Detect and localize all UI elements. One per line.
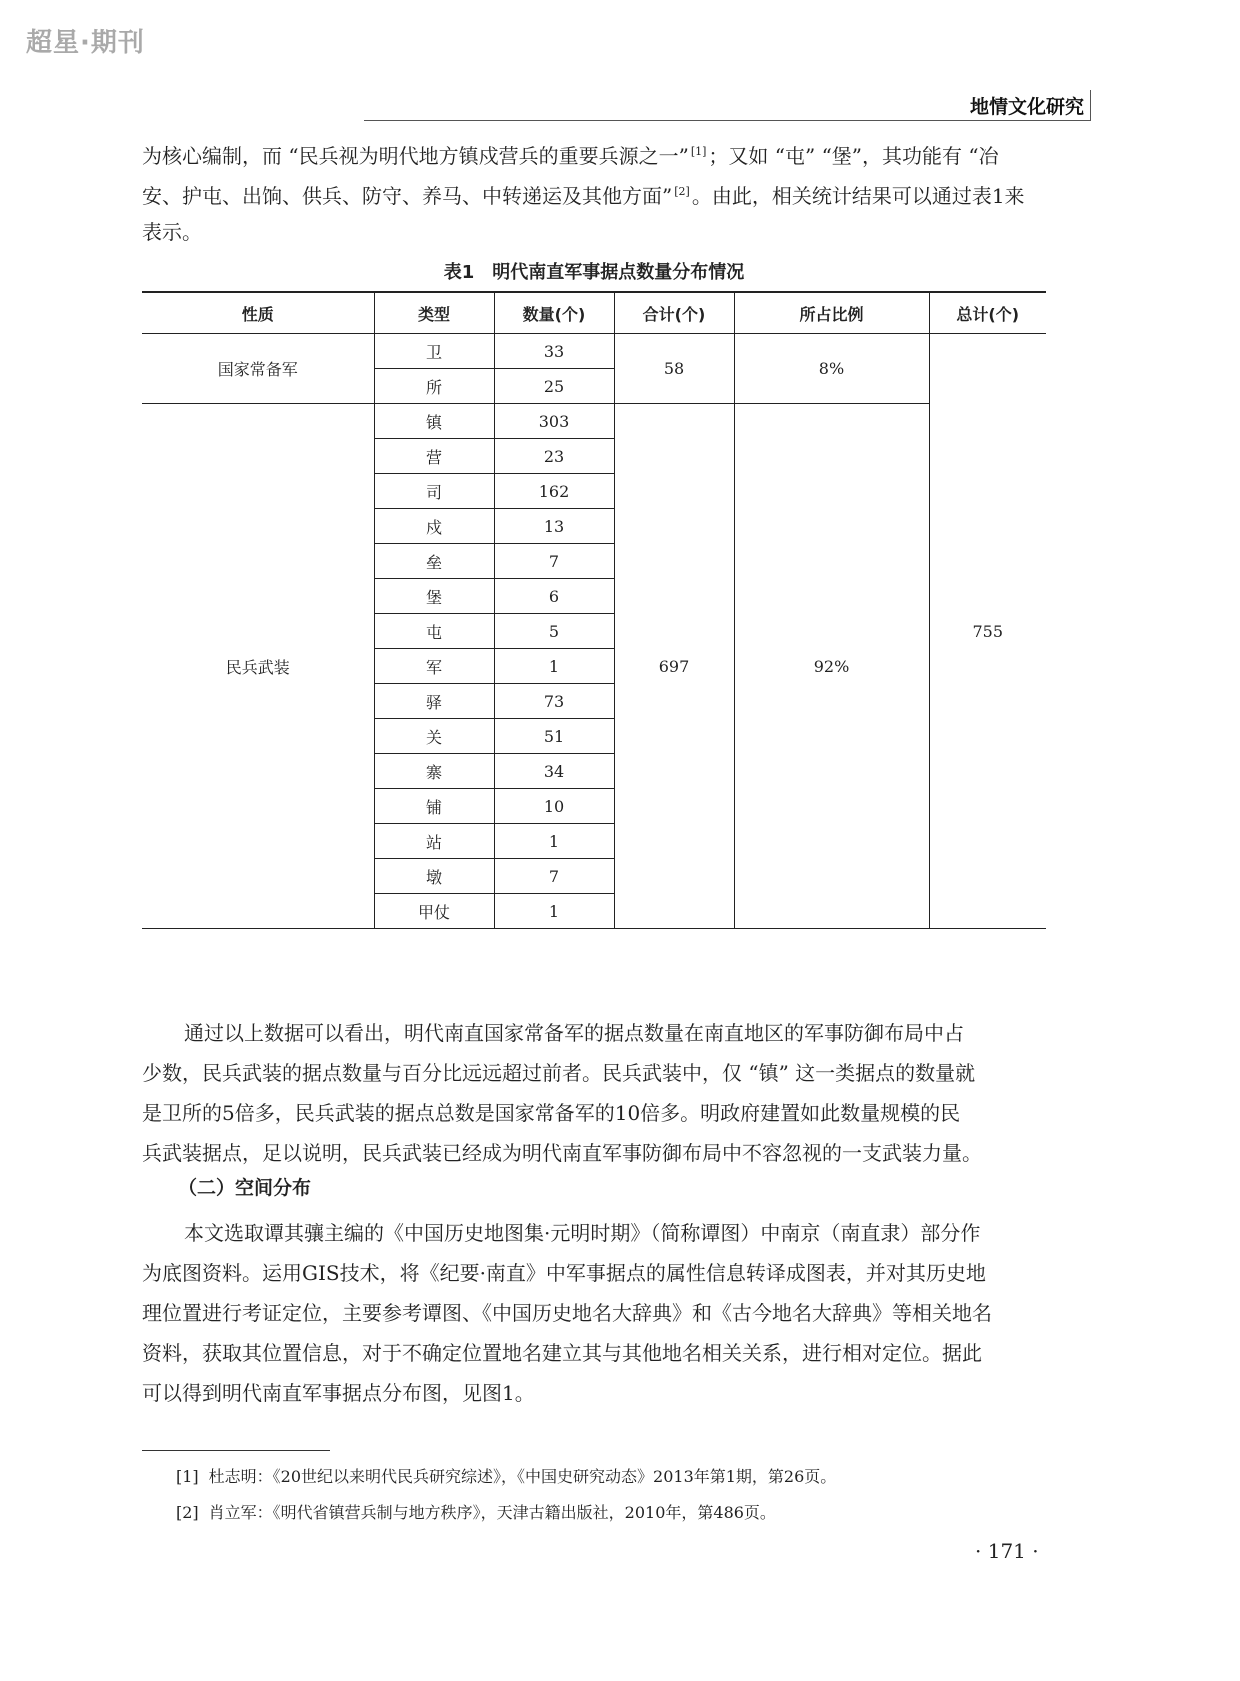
- cell-count: 23: [494, 439, 614, 474]
- citation-1: [1]: [690, 145, 707, 158]
- cell-type: 铺: [374, 789, 494, 824]
- cell-type: 站: [374, 824, 494, 859]
- intro-line-1: 为核心编制，而 “民兵视为明代地方镇戍营兵的重要兵源之一” [1] ；又如 “屯” “堡”，其功能有 “冶: [142, 144, 999, 168]
- cell-type: 甲仗: [374, 894, 494, 929]
- page-number: · 171 ·: [975, 1539, 1039, 1563]
- cell-count: 73: [494, 684, 614, 719]
- cell-type: 营: [374, 439, 494, 474]
- brand-watermark: 超星·期刊: [26, 28, 145, 58]
- analysis-line-3: 是卫所的5倍多，民兵武装的据点总数是国家常备军的10倍多。明政府建置如此数量规模的民: [142, 1101, 961, 1125]
- footnote-divider: [142, 1450, 330, 1451]
- intro-line-2: 安、护屯、出饷、供兵、防守、养马、中转递运及其他方面” [2] 。由此，相关统计结果可以通过表1来: [142, 184, 1025, 208]
- spatial-paragraph: [142, 1213, 1044, 1413]
- cell-count: 162: [494, 474, 614, 509]
- analysis-line-1: 通过以上数据可以看出，明代南直国家常备军的据点数量在南直地区的军事防御布局中占: [184, 1021, 964, 1045]
- cell-type: 戍: [374, 509, 494, 544]
- data-table: [142, 291, 1046, 929]
- cell-count: 7: [494, 544, 614, 579]
- cell-count: 303: [494, 404, 614, 439]
- cell-type: 关: [374, 719, 494, 754]
- cell-count: 1: [494, 649, 614, 684]
- cell-ratio: 8%: [734, 334, 929, 404]
- cell-nature-standing-army: 国家常备军: [142, 334, 374, 404]
- cell-count: 10: [494, 789, 614, 824]
- header-vertical-rule: [1090, 90, 1091, 121]
- cell-type: 寨: [374, 754, 494, 789]
- header-divider: [364, 120, 1090, 121]
- spatial-line-5: 可以得到明代南直军事据点分布图，见图1。: [142, 1381, 535, 1405]
- spatial-line-1: 本文选取谭其骧主编的《中国历史地图集·元明时期》（简称谭图）中南京（南直隶）部分作: [184, 1221, 981, 1245]
- cell-type: 军: [374, 649, 494, 684]
- cell-count: 5: [494, 614, 614, 649]
- cell-type: 镇: [374, 404, 494, 439]
- cell-count: 1: [494, 824, 614, 859]
- cell-count: 13: [494, 509, 614, 544]
- cell-grand-total: 755: [929, 334, 1046, 929]
- intro-paragraph: [142, 132, 1044, 252]
- cell-type: 驿: [374, 684, 494, 719]
- citation-2: [2]: [674, 185, 690, 198]
- cell-type: 堡: [374, 579, 494, 614]
- footnote-2: [176, 1500, 776, 1523]
- table-header-row: [142, 292, 1046, 334]
- cell-count: 51: [494, 719, 614, 754]
- spatial-line-2: 为底图资料。运用GIS技术，将《纪要·南直》中军事据点的属性信息转译成图表，并对其历史地: [142, 1261, 986, 1285]
- cell-count: 33: [494, 334, 614, 369]
- spatial-line-3: 理位置进行考证定位，主要参考谭图、《中国历史地名大辞典》和《古今地名大辞典》等相关地名: [142, 1301, 992, 1325]
- header-total: 总计(个): [929, 292, 1046, 334]
- footnote-1-number: [1]: [176, 1467, 199, 1486]
- analysis-line-4: 兵武装据点，足以说明，民兵武装已经成为明代南直军事防御布局中不容忽视的一支武装力量。: [142, 1141, 982, 1165]
- footnote-1: [176, 1464, 836, 1487]
- header-type: 类型: [374, 292, 494, 334]
- cell-type: 墩: [374, 859, 494, 894]
- intro-line-3: 表示。: [142, 220, 202, 244]
- cell-subtotal: 697: [614, 404, 734, 929]
- table-row: [142, 404, 1046, 439]
- cell-type: 屯: [374, 614, 494, 649]
- cell-nature-militia: 民兵武装: [142, 404, 374, 929]
- analysis-paragraph: [142, 1013, 1044, 1173]
- footnote-1-text: 杜志明：《20世纪以来明代民兵研究综述》，《中国史研究动态》2013年第1期，第26页。: [208, 1467, 837, 1486]
- cell-type: 卫: [374, 334, 494, 369]
- cell-count: 6: [494, 579, 614, 614]
- cell-type: 司: [374, 474, 494, 509]
- spatial-line-4: 资料，获取其位置信息，对于不确定位置地名建立其与其他地名相关关系，进行相对定位。据此: [142, 1341, 982, 1365]
- cell-ratio: 92%: [734, 404, 929, 929]
- header-count: 数量(个): [494, 292, 614, 334]
- cell-type: 所: [374, 369, 494, 404]
- subheading-spatial-distribution: （二）空间分布: [178, 1177, 312, 1199]
- analysis-line-2: 少数，民兵武装的据点数量与百分比远远超过前者。民兵武装中，仅 “镇” 这一类据点的数量就: [142, 1061, 976, 1085]
- cell-count: 25: [494, 369, 614, 404]
- cell-subtotal: 58: [614, 334, 734, 404]
- cell-count: 7: [494, 859, 614, 894]
- table-row: [142, 334, 1046, 369]
- footnote-2-number: [2]: [176, 1503, 199, 1522]
- cell-count: 1: [494, 894, 614, 929]
- header-subtotal: 合计(个): [614, 292, 734, 334]
- header-nature: 性质: [142, 292, 374, 334]
- header-ratio: 所占比例: [734, 292, 929, 334]
- cell-type: 垒: [374, 544, 494, 579]
- footnote-2-text: 肖立军：《明代省镇营兵制与地方秩序》，天津古籍出版社，2010年，第486页。: [208, 1503, 776, 1522]
- cell-count: 34: [494, 754, 614, 789]
- section-title: 地情文化研究: [969, 96, 1084, 118]
- table-title: 表1 明代南直军事据点数量分布情况: [443, 262, 745, 283]
